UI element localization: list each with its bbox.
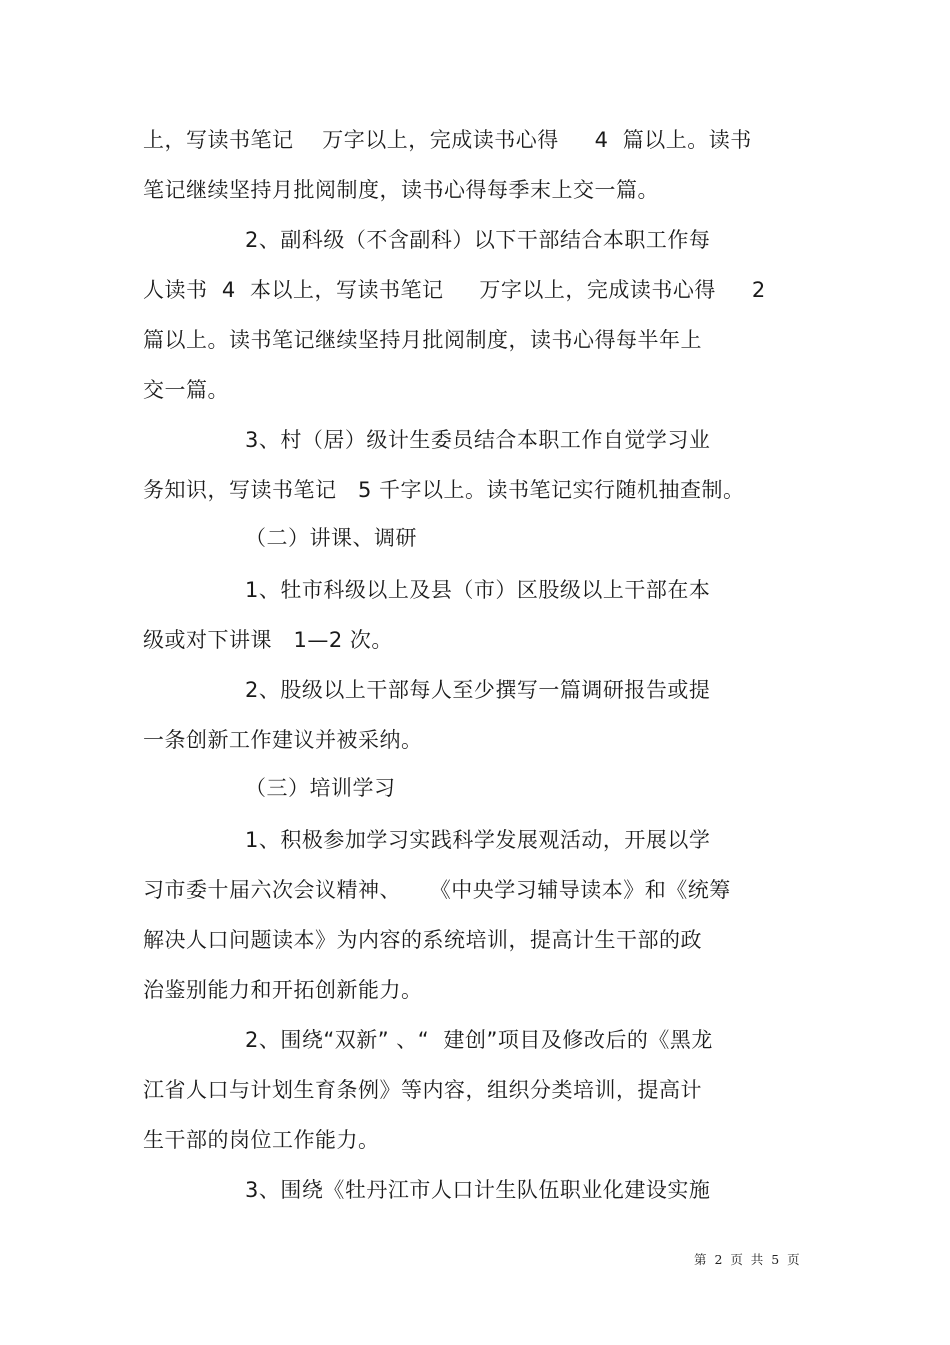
text-line: 1、积极参加学习实践科学发展观活动，开展以学 (245, 828, 711, 852)
text-line: 3、围绕《牡丹江市人口计生队伍职业化建设实施 (245, 1178, 711, 1202)
text-line: 2、围绕“双新” 、“ 建创”项目及修改后的《黑龙 (245, 1028, 713, 1052)
text-line: 务知识，写读书笔记 5 千字以上。读书笔记实行随机抽查制。 (143, 478, 745, 502)
text-line: 笔记继续坚持月批阅制度，读书心得每季末上交一篇。 (143, 178, 659, 202)
text-line: 一条创新工作建议并被采纳。 (143, 728, 423, 752)
text-line: 2、副科级（不含副科）以下干部结合本职工作每 (245, 228, 711, 252)
text-line: 生干部的岗位工作能力。 (143, 1128, 380, 1152)
text-line: 2、股级以上干部每人至少撰写一篇调研报告或提 (245, 678, 711, 702)
text-line: 人读书 4 本以上，写读书笔记 万字以上，完成读书心得 2 (143, 278, 766, 302)
text-line: 篇以上。读书笔记继续坚持月批阅制度，读书心得每半年上 (143, 328, 702, 352)
text-line: 治鉴别能力和开拓创新能力。 (143, 978, 423, 1002)
text-line: 1、牡市科级以上及县（市）区股级以上干部在本 (245, 578, 711, 602)
text-line: 级或对下讲课 1—2 次。 (143, 628, 393, 652)
text-line: 习市委十届六次会议精神、 《中央学习辅导读本》和《统筹 (143, 878, 731, 902)
text-line: 交一篇。 (143, 378, 229, 402)
text-line: 江省人口与计划生育条例》等内容，组织分类培训，提高计 (143, 1078, 702, 1102)
section-heading: （三）培训学习 (245, 776, 396, 800)
page-number-footer: 第 2 页 共 5 页 (694, 1252, 800, 1267)
text-line: 解决人口问题读本》为内容的系统培训，提高计生干部的政 (143, 928, 702, 952)
section-heading: （二）讲课、调研 (245, 526, 417, 550)
text-line: 3、村（居）级计生委员结合本职工作自觉学习业 (245, 428, 711, 452)
text-line: 上，写读书笔记 万字以上，完成读书心得 4 篇以上。读书 (143, 128, 752, 152)
